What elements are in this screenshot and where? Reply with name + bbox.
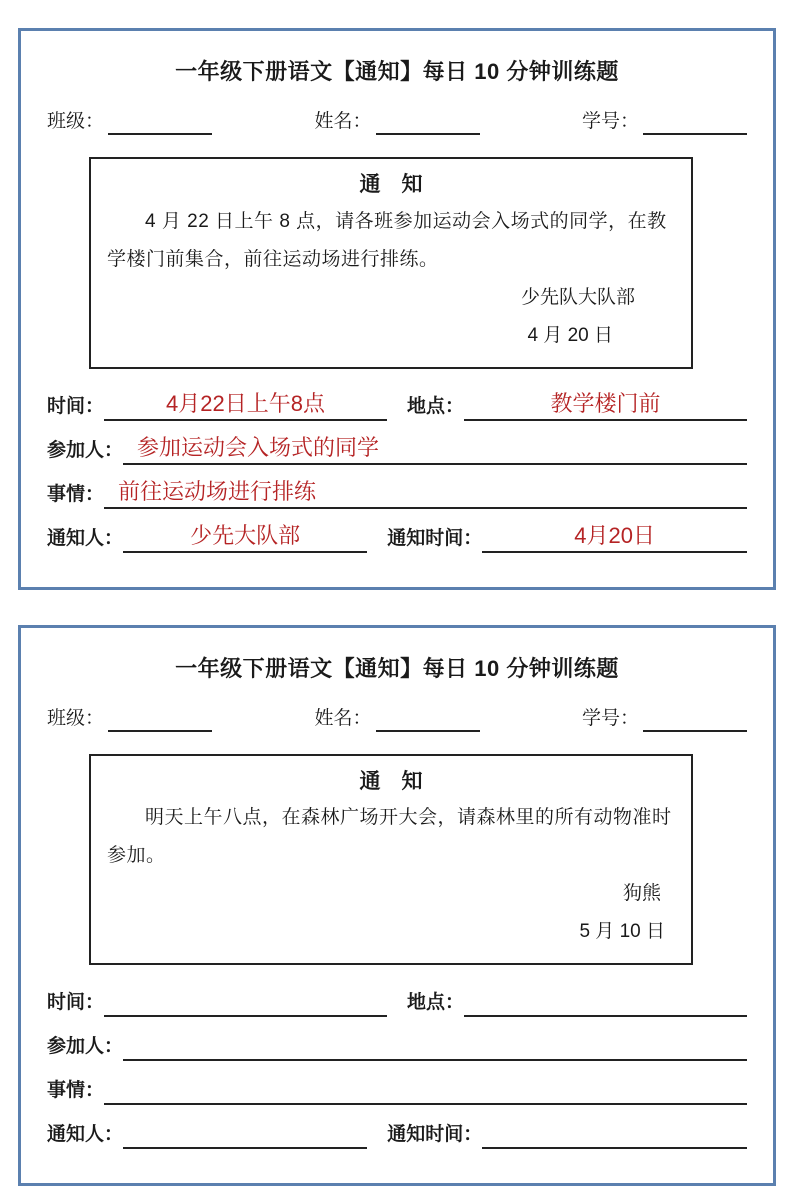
class-label: 班级：	[47, 111, 105, 132]
notice-box	[89, 157, 693, 369]
student-id-blank-line	[643, 712, 747, 732]
time-place-row	[47, 987, 747, 1017]
notify-time-label: 通知时间：	[387, 527, 483, 549]
notify-time-label: 通知时间：	[387, 1124, 483, 1146]
notice-heading: 通 知	[359, 769, 423, 793]
notice-body: 明天上午八点，在森林广场开大会，请森林里的所有动物准时参加。	[107, 807, 672, 867]
class-field	[47, 703, 212, 732]
event-answer-line: 前往运动场进行排练	[104, 479, 747, 508]
name-field	[314, 106, 479, 135]
time-place-row	[47, 391, 747, 421]
worksheet-card-2	[18, 625, 776, 1186]
student-info-row	[47, 106, 747, 135]
class-field	[47, 106, 212, 135]
notice-signer: 少先队大队部	[520, 286, 635, 308]
name-label: 姓名：	[314, 111, 372, 132]
notice-signer: 狗熊	[622, 883, 661, 905]
class-label: 班级：	[47, 707, 105, 729]
class-blank-line	[108, 115, 212, 135]
worksheet-card-1	[18, 28, 776, 590]
notice-body: 4 月 22 日上午 8 点，请各班参加运动会入场式的同学，在教学楼门前集合，前往运动场进行排练。	[107, 210, 667, 270]
worksheet-title: 一年级下册语文【通知】每日 10 分钟训练题	[175, 655, 619, 681]
participants-answer-line	[123, 1033, 747, 1061]
student-id-label: 学号：	[581, 707, 639, 729]
student-id-label: 学号：	[581, 111, 639, 132]
event-answer-line	[104, 1077, 747, 1105]
participants-answer-line: 参加运动会入场式的同学	[123, 435, 747, 464]
notify-time-answer-line: 4月20日	[482, 523, 747, 552]
answer-form	[45, 987, 749, 1149]
notifier-answer-line	[123, 1121, 367, 1149]
notifier-label: 通知人：	[47, 527, 124, 549]
notify-time-answer-line	[482, 1121, 747, 1149]
place-label: 地点：	[407, 992, 465, 1014]
notice-date: 5 月 10 日	[579, 921, 665, 943]
place-answer-line: 教学楼门前	[464, 391, 747, 420]
notice-heading: 通 知	[359, 173, 423, 196]
place-answer-line	[464, 989, 747, 1017]
notice-box	[89, 754, 693, 966]
place-label: 地点：	[407, 395, 465, 417]
notifier-row	[47, 1119, 747, 1149]
student-id-field	[582, 106, 747, 135]
event-row	[47, 479, 747, 509]
event-label: 事情：	[47, 1080, 105, 1102]
name-label: 姓名：	[314, 707, 372, 729]
notifier-label: 通知人：	[47, 1124, 124, 1146]
student-id-field	[582, 703, 747, 732]
event-label: 事情：	[47, 483, 105, 505]
time-answer-line: 4月22日上午8点	[104, 391, 387, 420]
participants-label: 参加人：	[47, 1036, 124, 1058]
name-blank-line	[376, 115, 480, 135]
notice-date: 4 月 20 日	[527, 324, 613, 346]
student-id-blank-line	[643, 115, 747, 135]
notifier-row	[47, 523, 747, 553]
worksheet-title: 一年级下册语文【通知】每日 10 分钟训练题	[175, 59, 619, 84]
event-row	[47, 1075, 747, 1105]
participants-label: 参加人：	[47, 439, 124, 461]
time-label: 时间：	[47, 395, 105, 417]
name-blank-line	[376, 712, 480, 732]
time-label: 时间：	[47, 992, 105, 1014]
student-info-row	[47, 703, 747, 732]
class-blank-line	[108, 712, 212, 732]
time-answer-line	[104, 989, 387, 1017]
notifier-answer-line: 少先大队部	[123, 523, 367, 552]
name-field	[314, 703, 479, 732]
participants-row	[47, 1031, 747, 1061]
participants-row	[47, 435, 747, 465]
answer-form	[45, 391, 749, 553]
